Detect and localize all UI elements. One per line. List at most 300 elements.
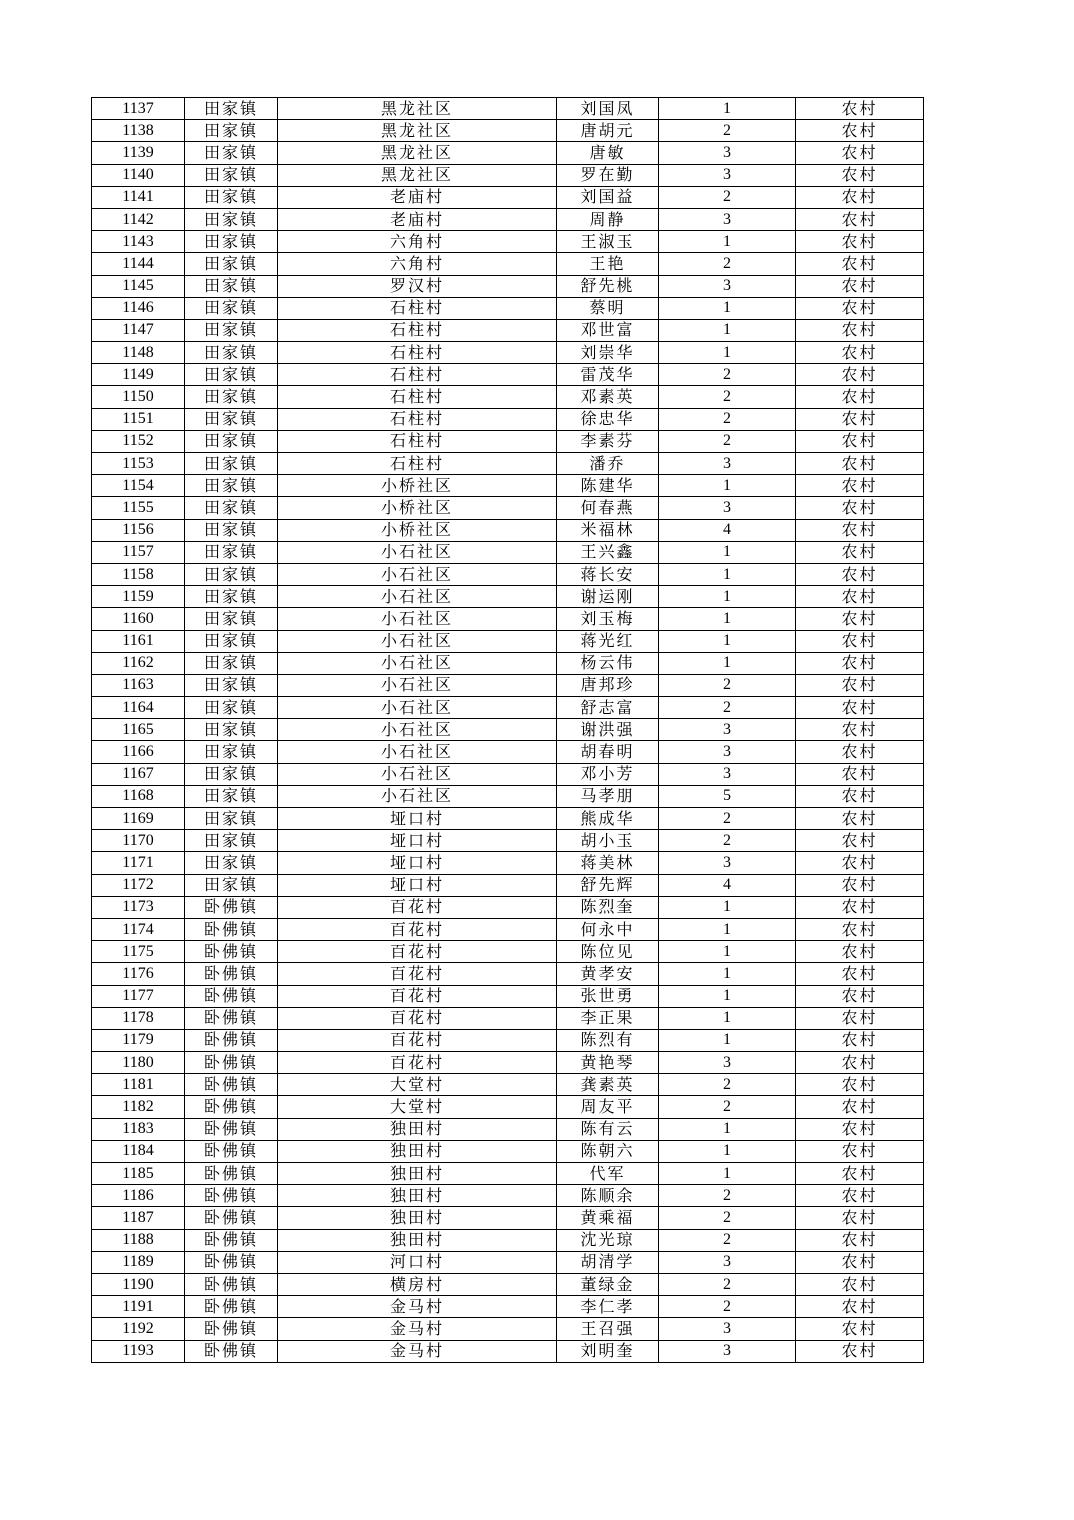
table-row xyxy=(92,918,924,940)
town-cell: 卧佛镇 xyxy=(185,1140,278,1162)
type-cell: 农村 xyxy=(796,1118,924,1140)
table-row xyxy=(92,586,924,608)
type-cell: 农村 xyxy=(796,1185,924,1207)
village-cell: 百花村 xyxy=(278,1029,557,1051)
village-cell: 小桥社区 xyxy=(278,475,557,497)
town-cell: 田家镇 xyxy=(185,630,278,652)
name-cell: 李正果 xyxy=(557,1007,659,1029)
village-cell: 金马村 xyxy=(278,1340,557,1362)
row-number-cell: 1174 xyxy=(92,918,185,940)
type-cell: 农村 xyxy=(796,1251,924,1273)
count-cell: 1 xyxy=(659,541,796,563)
type-cell: 农村 xyxy=(796,918,924,940)
table-row xyxy=(92,1251,924,1273)
town-cell: 卧佛镇 xyxy=(185,1340,278,1362)
count-cell: 2 xyxy=(659,808,796,830)
type-cell: 农村 xyxy=(796,808,924,830)
name-cell: 黄艳琴 xyxy=(557,1052,659,1074)
count-cell: 2 xyxy=(659,1185,796,1207)
name-cell: 蒋长安 xyxy=(557,563,659,585)
count-cell: 4 xyxy=(659,874,796,896)
village-cell: 垭口村 xyxy=(278,852,557,874)
row-number-cell: 1172 xyxy=(92,874,185,896)
count-cell: 1 xyxy=(659,1029,796,1051)
count-cell: 3 xyxy=(659,1251,796,1273)
type-cell: 农村 xyxy=(796,985,924,1007)
village-cell: 小桥社区 xyxy=(278,497,557,519)
type-cell: 农村 xyxy=(796,386,924,408)
name-cell: 周静 xyxy=(557,208,659,230)
table-row xyxy=(92,319,924,341)
table-row xyxy=(92,941,924,963)
name-cell: 胡春明 xyxy=(557,741,659,763)
type-cell: 农村 xyxy=(796,253,924,275)
village-cell: 小石社区 xyxy=(278,719,557,741)
count-cell: 2 xyxy=(659,386,796,408)
row-number-cell: 1193 xyxy=(92,1340,185,1362)
town-cell: 田家镇 xyxy=(185,297,278,319)
row-number-cell: 1179 xyxy=(92,1029,185,1051)
table-row xyxy=(92,231,924,253)
name-cell: 熊成华 xyxy=(557,808,659,830)
type-cell: 农村 xyxy=(796,763,924,785)
name-cell: 谢运刚 xyxy=(557,586,659,608)
town-cell: 田家镇 xyxy=(185,741,278,763)
table-row xyxy=(92,1296,924,1318)
count-cell: 1 xyxy=(659,608,796,630)
table-row xyxy=(92,985,924,1007)
village-cell: 小石社区 xyxy=(278,630,557,652)
row-number-cell: 1159 xyxy=(92,586,185,608)
town-cell: 卧佛镇 xyxy=(185,1318,278,1340)
count-cell: 2 xyxy=(659,1074,796,1096)
count-cell: 1 xyxy=(659,630,796,652)
count-cell: 2 xyxy=(659,1207,796,1229)
count-cell: 1 xyxy=(659,475,796,497)
table-row xyxy=(92,164,924,186)
village-cell: 百花村 xyxy=(278,1007,557,1029)
row-number-cell: 1157 xyxy=(92,541,185,563)
name-cell: 徐忠华 xyxy=(557,408,659,430)
row-number-cell: 1141 xyxy=(92,186,185,208)
table-row xyxy=(92,297,924,319)
type-cell: 农村 xyxy=(796,1340,924,1362)
type-cell: 农村 xyxy=(796,142,924,164)
town-cell: 田家镇 xyxy=(185,453,278,475)
count-cell: 2 xyxy=(659,186,796,208)
town-cell: 田家镇 xyxy=(185,253,278,275)
village-cell: 小石社区 xyxy=(278,608,557,630)
village-cell: 老庙村 xyxy=(278,208,557,230)
table-row xyxy=(92,1185,924,1207)
town-cell: 田家镇 xyxy=(185,275,278,297)
type-cell: 农村 xyxy=(796,963,924,985)
name-cell: 陈位见 xyxy=(557,941,659,963)
table-row xyxy=(92,1318,924,1340)
name-cell: 李仁孝 xyxy=(557,1296,659,1318)
table-row xyxy=(92,697,924,719)
count-cell: 3 xyxy=(659,208,796,230)
table-row xyxy=(92,541,924,563)
type-cell: 农村 xyxy=(796,186,924,208)
village-cell: 金马村 xyxy=(278,1296,557,1318)
name-cell: 雷茂华 xyxy=(557,364,659,386)
table-row xyxy=(92,342,924,364)
type-cell: 农村 xyxy=(796,364,924,386)
village-cell: 河口村 xyxy=(278,1251,557,1273)
data-table xyxy=(91,97,924,1363)
type-cell: 农村 xyxy=(796,1163,924,1185)
name-cell: 张世勇 xyxy=(557,985,659,1007)
type-cell: 农村 xyxy=(796,630,924,652)
type-cell: 农村 xyxy=(796,896,924,918)
town-cell: 田家镇 xyxy=(185,541,278,563)
town-cell: 田家镇 xyxy=(185,142,278,164)
village-cell: 老庙村 xyxy=(278,186,557,208)
name-cell: 龚素英 xyxy=(557,1074,659,1096)
table-row xyxy=(92,1229,924,1251)
count-cell: 3 xyxy=(659,763,796,785)
type-cell: 农村 xyxy=(796,697,924,719)
village-cell: 独田村 xyxy=(278,1229,557,1251)
table-row xyxy=(92,186,924,208)
type-cell: 农村 xyxy=(796,430,924,452)
name-cell: 黄乘福 xyxy=(557,1207,659,1229)
table-row xyxy=(92,741,924,763)
village-cell: 大堂村 xyxy=(278,1096,557,1118)
count-cell: 2 xyxy=(659,430,796,452)
count-cell: 3 xyxy=(659,852,796,874)
name-cell: 蒋光红 xyxy=(557,630,659,652)
row-number-cell: 1173 xyxy=(92,896,185,918)
type-cell: 农村 xyxy=(796,563,924,585)
type-cell: 农村 xyxy=(796,608,924,630)
count-cell: 1 xyxy=(659,319,796,341)
table-row xyxy=(92,874,924,896)
row-number-cell: 1191 xyxy=(92,1296,185,1318)
type-cell: 农村 xyxy=(796,1318,924,1340)
town-cell: 田家镇 xyxy=(185,697,278,719)
town-cell: 田家镇 xyxy=(185,652,278,674)
name-cell: 胡小玉 xyxy=(557,830,659,852)
name-cell: 邓素英 xyxy=(557,386,659,408)
table-row xyxy=(92,563,924,585)
count-cell: 2 xyxy=(659,1296,796,1318)
town-cell: 卧佛镇 xyxy=(185,1207,278,1229)
village-cell: 黑龙社区 xyxy=(278,98,557,120)
town-cell: 卧佛镇 xyxy=(185,918,278,940)
village-cell: 垭口村 xyxy=(278,830,557,852)
name-cell: 王艳 xyxy=(557,253,659,275)
village-cell: 百花村 xyxy=(278,941,557,963)
town-cell: 卧佛镇 xyxy=(185,941,278,963)
name-cell: 邓世富 xyxy=(557,319,659,341)
name-cell: 唐敏 xyxy=(557,142,659,164)
count-cell: 2 xyxy=(659,364,796,386)
row-number-cell: 1192 xyxy=(92,1318,185,1340)
name-cell: 蒋美林 xyxy=(557,852,659,874)
name-cell: 邓小芳 xyxy=(557,763,659,785)
name-cell: 陈朝六 xyxy=(557,1140,659,1162)
count-cell: 1 xyxy=(659,1007,796,1029)
row-number-cell: 1154 xyxy=(92,475,185,497)
type-cell: 农村 xyxy=(796,342,924,364)
table-row xyxy=(92,1140,924,1162)
name-cell: 王兴鑫 xyxy=(557,541,659,563)
row-number-cell: 1178 xyxy=(92,1007,185,1029)
village-cell: 小石社区 xyxy=(278,697,557,719)
town-cell: 田家镇 xyxy=(185,852,278,874)
table-row xyxy=(92,1273,924,1295)
name-cell: 周友平 xyxy=(557,1096,659,1118)
row-number-cell: 1184 xyxy=(92,1140,185,1162)
count-cell: 3 xyxy=(659,453,796,475)
town-cell: 卧佛镇 xyxy=(185,1273,278,1295)
count-cell: 2 xyxy=(659,697,796,719)
row-number-cell: 1147 xyxy=(92,319,185,341)
table-row xyxy=(92,808,924,830)
town-cell: 卧佛镇 xyxy=(185,1251,278,1273)
row-number-cell: 1139 xyxy=(92,142,185,164)
count-cell: 1 xyxy=(659,231,796,253)
row-number-cell: 1153 xyxy=(92,453,185,475)
row-number-cell: 1165 xyxy=(92,719,185,741)
count-cell: 1 xyxy=(659,1140,796,1162)
name-cell: 陈烈有 xyxy=(557,1029,659,1051)
town-cell: 卧佛镇 xyxy=(185,1074,278,1096)
table-row xyxy=(92,120,924,142)
village-cell: 小石社区 xyxy=(278,785,557,807)
village-cell: 石柱村 xyxy=(278,430,557,452)
town-cell: 田家镇 xyxy=(185,231,278,253)
row-number-cell: 1163 xyxy=(92,674,185,696)
table-row xyxy=(92,364,924,386)
village-cell: 石柱村 xyxy=(278,319,557,341)
village-cell: 百花村 xyxy=(278,896,557,918)
row-number-cell: 1149 xyxy=(92,364,185,386)
row-number-cell: 1182 xyxy=(92,1096,185,1118)
row-number-cell: 1145 xyxy=(92,275,185,297)
village-cell: 百花村 xyxy=(278,963,557,985)
town-cell: 卧佛镇 xyxy=(185,1229,278,1251)
table-row xyxy=(92,719,924,741)
village-cell: 小石社区 xyxy=(278,586,557,608)
town-cell: 田家镇 xyxy=(185,586,278,608)
count-cell: 1 xyxy=(659,918,796,940)
type-cell: 农村 xyxy=(796,497,924,519)
row-number-cell: 1177 xyxy=(92,985,185,1007)
town-cell: 卧佛镇 xyxy=(185,1118,278,1140)
table-body xyxy=(92,98,924,1363)
town-cell: 卧佛镇 xyxy=(185,985,278,1007)
count-cell: 5 xyxy=(659,785,796,807)
name-cell: 陈烈奎 xyxy=(557,896,659,918)
table-row xyxy=(92,519,924,541)
type-cell: 农村 xyxy=(796,1273,924,1295)
town-cell: 田家镇 xyxy=(185,475,278,497)
row-number-cell: 1146 xyxy=(92,297,185,319)
type-cell: 农村 xyxy=(796,297,924,319)
table-row xyxy=(92,1007,924,1029)
table-row xyxy=(92,142,924,164)
type-cell: 农村 xyxy=(796,1029,924,1051)
village-cell: 六角村 xyxy=(278,231,557,253)
count-cell: 3 xyxy=(659,275,796,297)
type-cell: 农村 xyxy=(796,1074,924,1096)
type-cell: 农村 xyxy=(796,519,924,541)
row-number-cell: 1190 xyxy=(92,1273,185,1295)
type-cell: 农村 xyxy=(796,541,924,563)
town-cell: 卧佛镇 xyxy=(185,1185,278,1207)
type-cell: 农村 xyxy=(796,231,924,253)
name-cell: 刘玉梅 xyxy=(557,608,659,630)
village-cell: 百花村 xyxy=(278,985,557,1007)
town-cell: 田家镇 xyxy=(185,808,278,830)
type-cell: 农村 xyxy=(796,1229,924,1251)
name-cell: 何永中 xyxy=(557,918,659,940)
count-cell: 1 xyxy=(659,586,796,608)
row-number-cell: 1156 xyxy=(92,519,185,541)
table-row xyxy=(92,1207,924,1229)
row-number-cell: 1155 xyxy=(92,497,185,519)
type-cell: 农村 xyxy=(796,1140,924,1162)
table-row xyxy=(92,275,924,297)
town-cell: 田家镇 xyxy=(185,763,278,785)
count-cell: 1 xyxy=(659,297,796,319)
row-number-cell: 1170 xyxy=(92,830,185,852)
type-cell: 农村 xyxy=(796,208,924,230)
type-cell: 农村 xyxy=(796,852,924,874)
count-cell: 2 xyxy=(659,1096,796,1118)
type-cell: 农村 xyxy=(796,674,924,696)
name-cell: 刘明奎 xyxy=(557,1340,659,1362)
row-number-cell: 1187 xyxy=(92,1207,185,1229)
count-cell: 3 xyxy=(659,741,796,763)
row-number-cell: 1143 xyxy=(92,231,185,253)
type-cell: 农村 xyxy=(796,1007,924,1029)
name-cell: 李素芬 xyxy=(557,430,659,452)
town-cell: 田家镇 xyxy=(185,608,278,630)
type-cell: 农村 xyxy=(796,120,924,142)
type-cell: 农村 xyxy=(796,408,924,430)
type-cell: 农村 xyxy=(796,741,924,763)
table-row xyxy=(92,1052,924,1074)
name-cell: 马孝朋 xyxy=(557,785,659,807)
village-cell: 小石社区 xyxy=(278,652,557,674)
row-number-cell: 1168 xyxy=(92,785,185,807)
count-cell: 1 xyxy=(659,652,796,674)
table-row xyxy=(92,674,924,696)
town-cell: 卧佛镇 xyxy=(185,1096,278,1118)
count-cell: 1 xyxy=(659,985,796,1007)
type-cell: 农村 xyxy=(796,164,924,186)
town-cell: 田家镇 xyxy=(185,319,278,341)
row-number-cell: 1140 xyxy=(92,164,185,186)
row-number-cell: 1166 xyxy=(92,741,185,763)
type-cell: 农村 xyxy=(796,475,924,497)
type-cell: 农村 xyxy=(796,719,924,741)
count-cell: 1 xyxy=(659,896,796,918)
count-cell: 3 xyxy=(659,1318,796,1340)
table-row xyxy=(92,608,924,630)
village-cell: 小石社区 xyxy=(278,563,557,585)
village-cell: 横房村 xyxy=(278,1273,557,1295)
village-cell: 罗汉村 xyxy=(278,275,557,297)
row-number-cell: 1138 xyxy=(92,120,185,142)
name-cell: 何春燕 xyxy=(557,497,659,519)
row-number-cell: 1151 xyxy=(92,408,185,430)
town-cell: 田家镇 xyxy=(185,719,278,741)
count-cell: 1 xyxy=(659,342,796,364)
row-number-cell: 1142 xyxy=(92,208,185,230)
name-cell: 黄孝安 xyxy=(557,963,659,985)
town-cell: 田家镇 xyxy=(185,186,278,208)
row-number-cell: 1152 xyxy=(92,430,185,452)
table-row xyxy=(92,1340,924,1362)
village-cell: 独田村 xyxy=(278,1118,557,1140)
name-cell: 王淑玉 xyxy=(557,231,659,253)
name-cell: 舒志富 xyxy=(557,697,659,719)
town-cell: 卧佛镇 xyxy=(185,1163,278,1185)
type-cell: 农村 xyxy=(796,319,924,341)
row-number-cell: 1176 xyxy=(92,963,185,985)
table-row xyxy=(92,1074,924,1096)
village-cell: 黑龙社区 xyxy=(278,164,557,186)
table-row xyxy=(92,208,924,230)
village-cell: 小石社区 xyxy=(278,541,557,563)
type-cell: 农村 xyxy=(796,1296,924,1318)
village-cell: 黑龙社区 xyxy=(278,120,557,142)
name-cell: 沈光琼 xyxy=(557,1229,659,1251)
name-cell: 杨云伟 xyxy=(557,652,659,674)
type-cell: 农村 xyxy=(796,1052,924,1074)
town-cell: 卧佛镇 xyxy=(185,1296,278,1318)
town-cell: 田家镇 xyxy=(185,408,278,430)
village-cell: 独田村 xyxy=(278,1163,557,1185)
table-row xyxy=(92,386,924,408)
village-cell: 百花村 xyxy=(278,1052,557,1074)
row-number-cell: 1171 xyxy=(92,852,185,874)
table-row xyxy=(92,963,924,985)
name-cell: 陈有云 xyxy=(557,1118,659,1140)
table-row xyxy=(92,630,924,652)
village-cell: 垭口村 xyxy=(278,808,557,830)
row-number-cell: 1164 xyxy=(92,697,185,719)
village-cell: 小桥社区 xyxy=(278,519,557,541)
type-cell: 农村 xyxy=(796,830,924,852)
table-row xyxy=(92,785,924,807)
name-cell: 米福林 xyxy=(557,519,659,541)
table-row xyxy=(92,408,924,430)
type-cell: 农村 xyxy=(796,275,924,297)
type-cell: 农村 xyxy=(796,1096,924,1118)
row-number-cell: 1180 xyxy=(92,1052,185,1074)
table-row xyxy=(92,830,924,852)
village-cell: 小石社区 xyxy=(278,741,557,763)
count-cell: 1 xyxy=(659,563,796,585)
type-cell: 农村 xyxy=(796,652,924,674)
village-cell: 垭口村 xyxy=(278,874,557,896)
town-cell: 田家镇 xyxy=(185,497,278,519)
table-row xyxy=(92,475,924,497)
name-cell: 罗在勤 xyxy=(557,164,659,186)
town-cell: 卧佛镇 xyxy=(185,963,278,985)
count-cell: 1 xyxy=(659,941,796,963)
table-row xyxy=(92,253,924,275)
village-cell: 石柱村 xyxy=(278,453,557,475)
name-cell: 胡清学 xyxy=(557,1251,659,1273)
town-cell: 田家镇 xyxy=(185,519,278,541)
